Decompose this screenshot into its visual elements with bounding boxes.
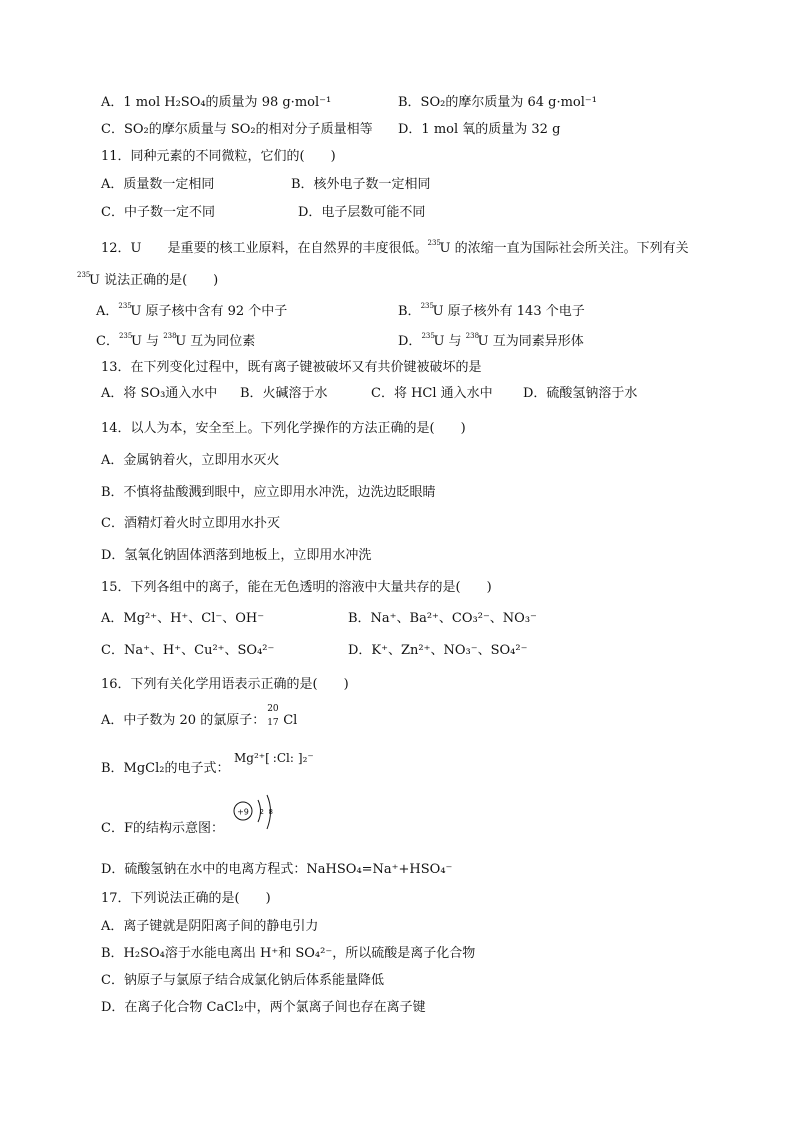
chlorine-nuclide-notation: 20 17 xyxy=(267,704,279,728)
mgcl2-electron-formula: Mg²⁺[ :Cl: ]₂⁻ xyxy=(234,751,314,765)
q17-stem: 17．下列说法正确的是( ) xyxy=(101,891,271,906)
q17-option-a: A．离子键就是阴阳离子间的静电引力 xyxy=(101,919,319,934)
q16-stem: 16．下列有关化学用语表示正确的是( ) xyxy=(101,677,349,692)
q11-option-a: A．质量数一定相同 xyxy=(101,177,215,192)
q16-option-b: B．MgCl₂的电子式： xyxy=(101,761,230,776)
q12-stem-part-3: U 说法正确的是( ) xyxy=(89,273,219,288)
q10-option-a: A．1 mol H₂SO₄的质量为 98 g·mol⁻¹ xyxy=(101,95,332,110)
q13-option-b: B．火碱溶于水 xyxy=(240,386,328,401)
q12-stem-part-1: 12．U 是重要的核工业原料，在自然界的丰度很低。 xyxy=(101,241,428,256)
q12-stem-part-2: U 的浓缩一直为国际社会所关注。下列有关 xyxy=(439,241,689,256)
q10-option-b: B．SO₂的摩尔质量为 64 g·mol⁻¹ xyxy=(398,95,597,110)
q13-option-a: A．将 SO₃通入水中 xyxy=(101,386,218,401)
q16-option-a: A．中子数为 20 的氯原子： 20 17 Cl xyxy=(101,704,298,728)
q11-stem: 11．同种元素的不同微粒，它们的( ) xyxy=(101,149,336,164)
isotope-mass-235: 235 xyxy=(118,302,132,310)
isotope-mass-235: 235 xyxy=(421,332,435,340)
q12-option-b: B． 235 U 原子核外有 143 个电子 xyxy=(398,302,585,319)
q10-option-c: C．SO₂的摩尔质量与 SO₂的相对分子质量相等 xyxy=(101,122,373,137)
q14-option-c: C．酒精灯着火时立即用水扑灭 xyxy=(101,516,280,531)
q15-option-a: A．Mg²⁺、H⁺、Cl⁻、OH⁻ xyxy=(101,611,265,626)
q17-option-d: D．在离子化合物 CaCl₂中，两个氯离子间也存在离子键 xyxy=(101,1000,426,1015)
electron-shell-2-count: 8 xyxy=(268,808,273,816)
q12-option-c: C． 235 U 与 238 U 互为同位素 xyxy=(96,332,256,349)
q15-option-c: C．Na⁺、H⁺、Cu²⁺、SO₄²⁻ xyxy=(101,643,275,658)
isotope-mass-238: 238 xyxy=(163,332,177,340)
q15-option-b: B．Na⁺、Ba²⁺、CO₃²⁻、NO₃⁻ xyxy=(348,611,537,626)
q14-option-d: D．氢氧化钠固体洒落到地板上，立即用水冲洗 xyxy=(101,548,372,563)
q14-option-a: A．金属钠着火，立即用水灭火 xyxy=(101,453,280,468)
q13-stem: 13．在下列变化过程中，既有离子键被破坏又有共价键被破坏的是 xyxy=(101,360,482,375)
q12-option-d: D． 235 U 与 238 U 互为同素异形体 xyxy=(398,332,584,349)
electron-shell-1-count: 2 xyxy=(259,808,264,816)
q11-option-c: C．中子数一定不同 xyxy=(101,205,215,220)
q12-stem-line-1 xyxy=(101,240,689,258)
q16-option-c: C．F的结构示意图： xyxy=(101,821,224,836)
fluorine-atom-structure-diagram xyxy=(230,793,280,833)
q13-option-d: D．硫酸氢钠溶于水 xyxy=(523,386,638,401)
q15-option-d: D．K⁺、Zn²⁺、NO₃⁻、SO₄²⁻ xyxy=(348,643,528,658)
q14-option-b: B．不慎将盐酸溅到眼中，应立即用水冲洗，边洗边眨眼睛 xyxy=(101,485,436,500)
isotope-mass-235: 235 xyxy=(77,271,91,279)
isotope-mass-238: 238 xyxy=(465,332,480,340)
q12-option-a: A． 235 U 原子核中含有 92 个中子 xyxy=(96,302,288,319)
q11-option-d: D．电子层数可能不同 xyxy=(298,205,426,220)
isotope-mass-235: 235 xyxy=(420,302,434,310)
isotope-mass-235: 235 xyxy=(427,239,441,247)
q13-option-c: C．将 HCl 通入水中 xyxy=(371,386,493,401)
q15-stem: 15．下列各组中的离子，能在无色透明的溶液中大量共存的是( ) xyxy=(101,580,492,595)
q14-stem: 14．以人为本，安全至上。下列化学操作的方法正确的是( ) xyxy=(101,421,466,436)
q10-option-d: D．1 mol 氧的质量为 32 g xyxy=(398,122,561,137)
q16-option-d: D．硫酸氢钠在水中的电离方程式：NaHSO₄=Na⁺+HSO₄⁻ xyxy=(101,862,453,877)
q17-option-b: B．H₂SO₄溶于水能电离出 H⁺和 SO₄²⁻，所以硫酸是离子化合物 xyxy=(101,946,476,961)
nucleus-charge-label: +9 xyxy=(237,807,249,817)
q11-option-b: B．核外电子数一定相同 xyxy=(291,177,431,192)
isotope-mass-235: 235 xyxy=(118,332,133,340)
q17-option-c: C．钠原子与氯原子结合成氯化钠后体系能量降低 xyxy=(101,973,384,988)
q12-stem-line-2 xyxy=(77,272,218,290)
